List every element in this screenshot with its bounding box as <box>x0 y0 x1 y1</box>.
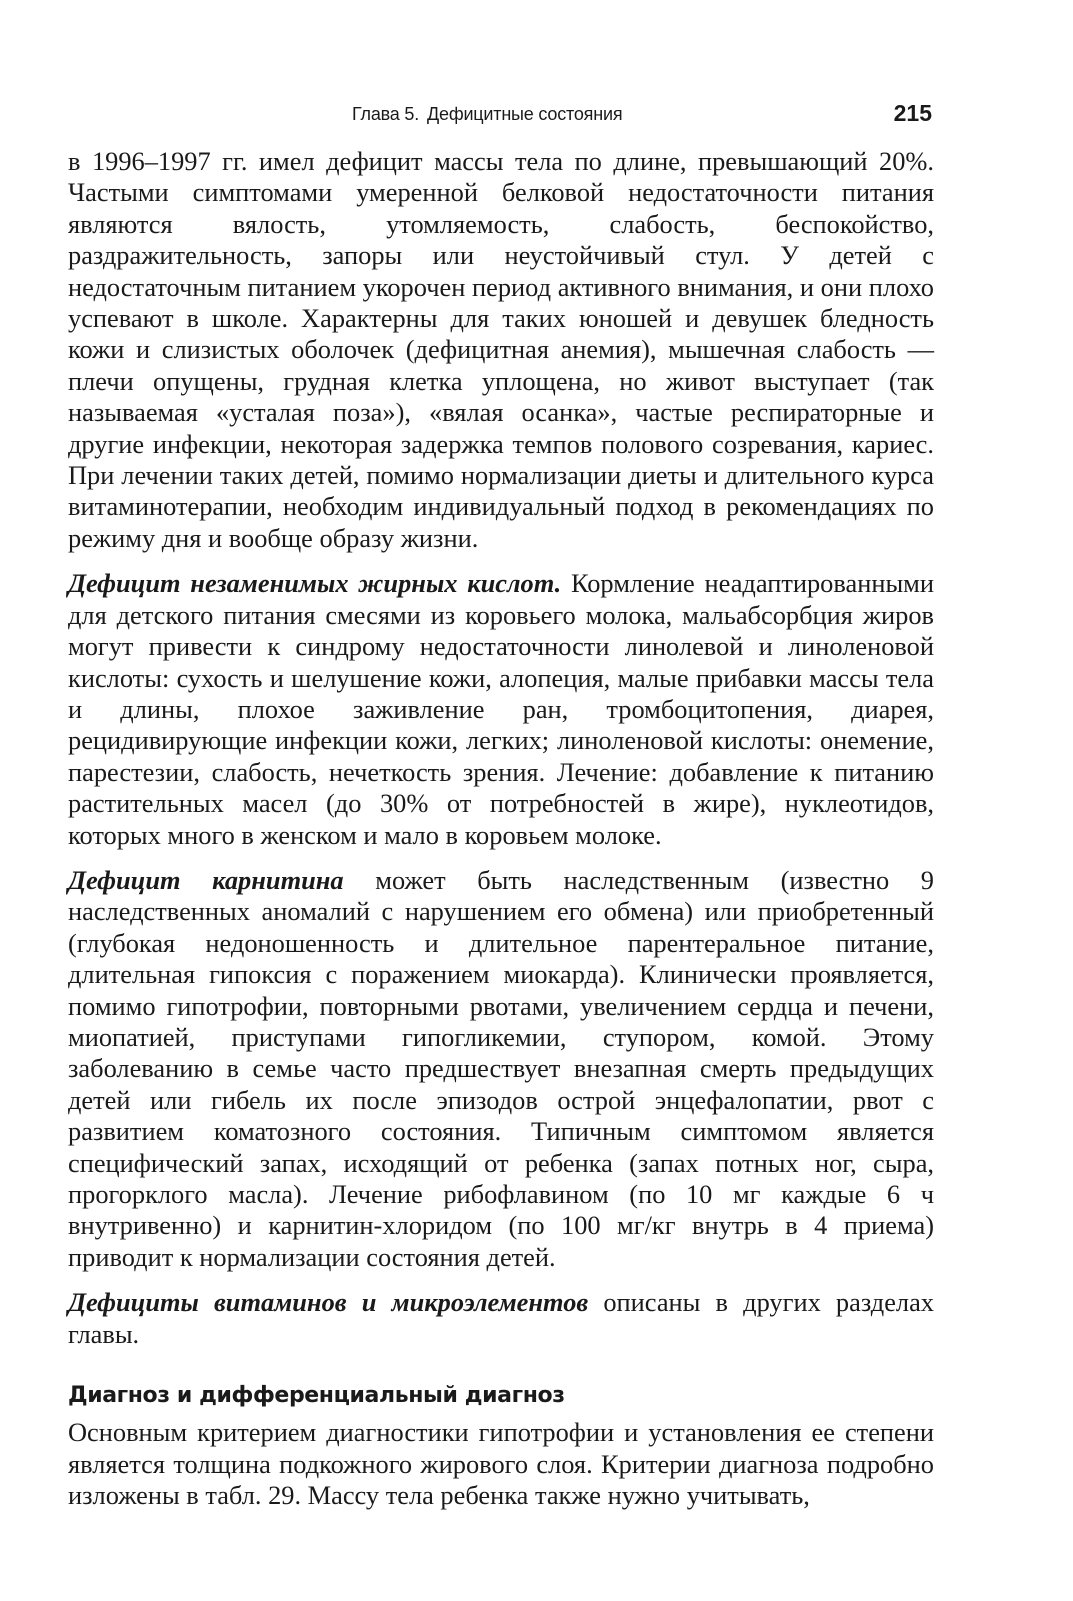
paragraph-text: в 1996–1997 гг. имел дефицит массы тела по длине, превышающий 20%. Частыми симптомами умеренной белковой недостаточности питания являются вялость, утомляемость, слабость, беспокойство, раздражительность, запоры или неустойчивый стул. У детей с недостаточным питанием укорочен период активного внимания, и они плохо успевают в школе. Характерны для таких юношей и девушек бледность кожи и слизистых оболочек (дефицитная анемия), мышечная слабость — плечи опущены, грудная клетка уплощена, но живот выступает (так называемая «усталая поза»), «вялая осанка», частые респираторные и другие инфекции, некоторая задержка темпов полового созревания, кариес. При лечении таких детей, помимо нормализации диеты и длительного курса витаминотерапии, необходим индивидуальный подход в рекомендациях по режиму дня и вообще образу жизни. <box>68 146 934 553</box>
run-in-heading: Дефицит незаменимых жирных кислот. <box>68 568 562 599</box>
paragraph-carnitine <box>68 865 934 1273</box>
book-page <box>68 88 934 1512</box>
chapter-title <box>352 104 622 125</box>
paragraph-text: описаны в других разделах главы. <box>68 1287 934 1349</box>
page-number: 215 <box>893 100 932 126</box>
paragraph-diagnosis <box>68 1417 934 1511</box>
run-in-heading: Дефицит карнитина <box>68 864 344 895</box>
section-heading: Диагноз и дифференциальный диагноз <box>68 1383 565 1409</box>
chapter-label: Глава 5. <box>352 104 420 124</box>
body-text <box>68 146 934 1512</box>
paragraph-fatty-acids <box>68 568 934 851</box>
chapter-name: Дефицитные состояния <box>427 104 623 124</box>
paragraph-text: может быть наследственным (известно 9 наследственных аномалий с нарушением его обмена) или приобретенный (глубокая недоношенность и длительное парентеральное питание, длительная гипоксия с поражением миокарда). Клинически проявляется, помимо гипотрофии, повторными рвотами, увеличением сердца и печени, миопатией, приступами гипогликемии, ступором, комой. Этому заболеванию в семье часто предшествует внезапная смерть предыдущих детей или гибель их после эпизодов острой энцефалопатии, рвот с развитием коматозного состояния. Типичным симптомом является специфический запах, исходящий от ребенка (запах потных ног, сыра, прогорклого масла). Лечение рибофлавином (по 10 мг каждые 6 ч внутривенно) и карнитин-хлоридом (по 100 мг/кг внутрь в 4 приема) приводит к нормализации состояния детей. <box>68 864 934 1272</box>
paragraph-protein-deficiency <box>68 146 934 554</box>
paragraph-vitamins <box>68 1287 934 1350</box>
paragraph-text: Кормление неадаптированными для детского питания смесями из коровьего молока, мальабсорбция жиров могут привести к синдрому недостаточности линолевой и линоленовой кислоты: сухость и шелушение кожи, алопеция, малые прибавки массы тела и длины, плохое заживление ран, тромбоцитопения, диарея, рецидивирующие инфекции кожи, легких; линоленовой кислоты: онемение, парестезии, слабость, нечеткость зрения. Лечение: добавление к питанию растительных масел (до 30% от потребностей в жире), нуклеотидов, которых много в женском и мало в коровьем молоке. <box>68 568 934 850</box>
running-head <box>68 88 934 136</box>
paragraph-text: Основным критерием диагностики гипотрофии и установления ее степени является толщина подкожного жирового слоя. Критерии диагноза подробно изложены в табл. 29. Массу тела ребенка также нужно учитывать, <box>68 1417 934 1511</box>
run-in-heading: Дефициты витаминов и микроэлементов <box>68 1287 589 1318</box>
